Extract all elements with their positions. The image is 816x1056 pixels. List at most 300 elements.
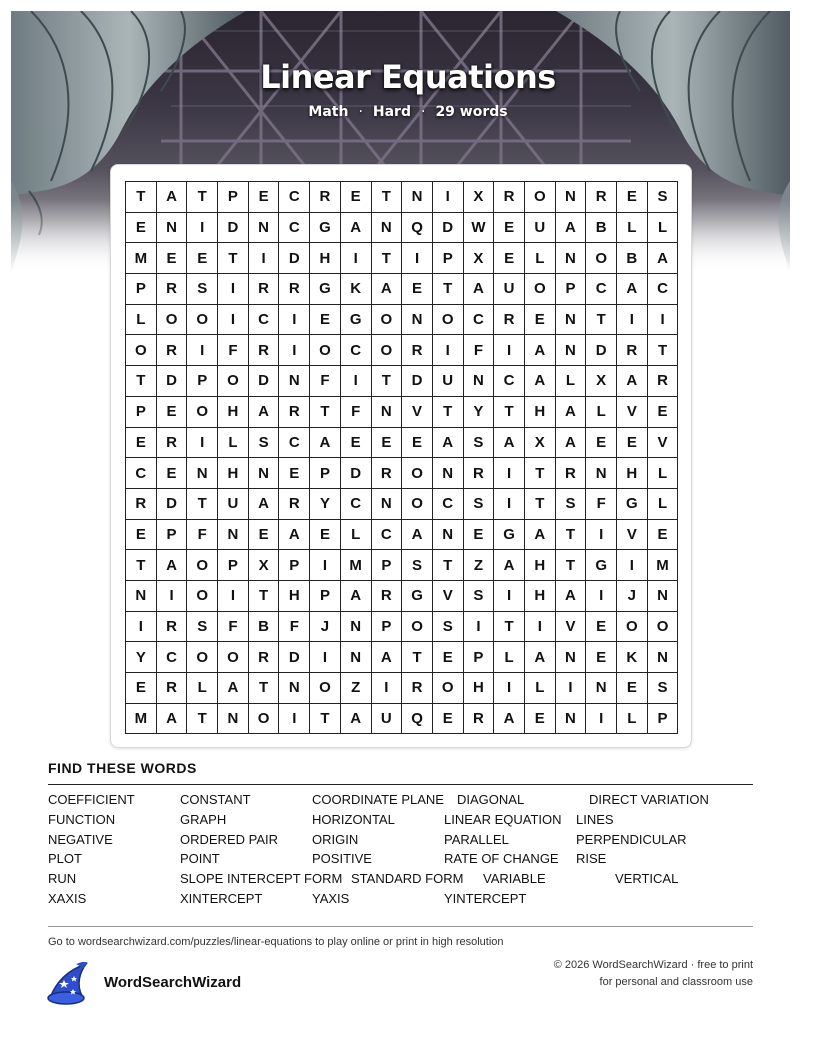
grid-cell[interactable]: E	[494, 213, 525, 244]
grid-cell[interactable]: N	[433, 458, 464, 489]
grid-cell[interactable]: R	[556, 458, 587, 489]
grid-cell[interactable]: G	[402, 581, 433, 612]
grid-cell[interactable]: I	[525, 612, 556, 643]
grid-cell[interactable]: N	[586, 673, 617, 704]
grid-cell[interactable]: Y	[126, 642, 157, 673]
grid-cell[interactable]: F	[341, 397, 372, 428]
grid-cell[interactable]: R	[157, 428, 188, 459]
grid-cell[interactable]: R	[249, 335, 280, 366]
grid-cell[interactable]: X	[586, 366, 617, 397]
grid-cell[interactable]: N	[648, 642, 679, 673]
grid-cell[interactable]: A	[556, 213, 587, 244]
grid-cell[interactable]: I	[218, 274, 249, 305]
grid-cell[interactable]: Q	[402, 704, 433, 735]
grid-cell[interactable]: N	[341, 612, 372, 643]
grid-cell[interactable]: R	[372, 458, 403, 489]
grid-cell[interactable]: T	[126, 550, 157, 581]
grid-cell[interactable]: I	[279, 305, 310, 336]
grid-cell[interactable]: R	[310, 182, 341, 213]
grid-cell[interactable]: U	[433, 366, 464, 397]
brand-logo[interactable]	[46, 962, 286, 1006]
grid-cell[interactable]: A	[372, 642, 403, 673]
grid-cell[interactable]: A	[218, 673, 249, 704]
grid-cell[interactable]: L	[586, 397, 617, 428]
grid-cell[interactable]: S	[249, 428, 280, 459]
grid-cell[interactable]: P	[648, 704, 679, 735]
grid-cell[interactable]: V	[617, 397, 648, 428]
grid-cell[interactable]: F	[218, 335, 249, 366]
grid-cell[interactable]: O	[402, 489, 433, 520]
grid-cell[interactable]: N	[556, 243, 587, 274]
grid-cell[interactable]: E	[310, 305, 341, 336]
grid-cell[interactable]: P	[372, 612, 403, 643]
grid-cell[interactable]: E	[126, 520, 157, 551]
grid-cell[interactable]: A	[341, 581, 372, 612]
grid-cell[interactable]: A	[341, 704, 372, 735]
grid-cell[interactable]: G	[617, 489, 648, 520]
grid-cell[interactable]: C	[126, 458, 157, 489]
grid-cell[interactable]: S	[464, 428, 495, 459]
grid-cell[interactable]: C	[279, 182, 310, 213]
grid-cell[interactable]: T	[249, 581, 280, 612]
grid-cell[interactable]: T	[126, 366, 157, 397]
grid-cell[interactable]: E	[617, 182, 648, 213]
grid-cell[interactable]: R	[494, 182, 525, 213]
grid-cell[interactable]: H	[310, 243, 341, 274]
grid-cell[interactable]: S	[556, 489, 587, 520]
grid-cell[interactable]: N	[372, 213, 403, 244]
grid-cell[interactable]: D	[218, 213, 249, 244]
grid-cell[interactable]: I	[279, 335, 310, 366]
grid-cell[interactable]: L	[218, 428, 249, 459]
grid-cell[interactable]: P	[218, 182, 249, 213]
grid-cell[interactable]: A	[402, 520, 433, 551]
grid-cell[interactable]: I	[310, 642, 341, 673]
grid-cell[interactable]: N	[402, 305, 433, 336]
grid-cell[interactable]: H	[525, 397, 556, 428]
grid-cell[interactable]: I	[279, 704, 310, 735]
grid-cell[interactable]: I	[494, 673, 525, 704]
grid-cell[interactable]: T	[187, 489, 218, 520]
grid-cell[interactable]: E	[157, 458, 188, 489]
grid-cell[interactable]: A	[464, 274, 495, 305]
grid-cell[interactable]: A	[617, 366, 648, 397]
grid-cell[interactable]: V	[556, 612, 587, 643]
grid-cell[interactable]: O	[402, 458, 433, 489]
grid-cell[interactable]: T	[433, 550, 464, 581]
grid-cell[interactable]: F	[464, 335, 495, 366]
grid-cell[interactable]: M	[341, 550, 372, 581]
grid-cell[interactable]: E	[617, 673, 648, 704]
grid-cell[interactable]: A	[556, 428, 587, 459]
grid-cell[interactable]: A	[525, 642, 556, 673]
grid-cell[interactable]: P	[187, 366, 218, 397]
grid-cell[interactable]: R	[402, 673, 433, 704]
grid-cell[interactable]: E	[586, 612, 617, 643]
grid-cell[interactable]: O	[310, 673, 341, 704]
grid-cell[interactable]: A	[249, 489, 280, 520]
grid-cell[interactable]: A	[525, 366, 556, 397]
grid-cell[interactable]: T	[249, 673, 280, 704]
grid-cell[interactable]: I	[341, 366, 372, 397]
grid-cell[interactable]: P	[372, 550, 403, 581]
grid-cell[interactable]: A	[157, 182, 188, 213]
grid-cell[interactable]: D	[279, 642, 310, 673]
grid-cell[interactable]: I	[310, 550, 341, 581]
grid-cell[interactable]: N	[126, 581, 157, 612]
grid-cell[interactable]: A	[494, 428, 525, 459]
grid-cell[interactable]: C	[279, 213, 310, 244]
grid-cell[interactable]: T	[433, 397, 464, 428]
grid-cell[interactable]: R	[279, 397, 310, 428]
grid-cell[interactable]: I	[433, 182, 464, 213]
grid-cell[interactable]: C	[433, 489, 464, 520]
grid-cell[interactable]: R	[157, 612, 188, 643]
grid-cell[interactable]: B	[249, 612, 280, 643]
grid-cell[interactable]: W	[464, 213, 495, 244]
grid-cell[interactable]: I	[494, 489, 525, 520]
grid-cell[interactable]: C	[494, 366, 525, 397]
grid-cell[interactable]: P	[126, 397, 157, 428]
grid-cell[interactable]: C	[464, 305, 495, 336]
grid-cell[interactable]: Q	[402, 213, 433, 244]
grid-cell[interactable]: G	[310, 274, 341, 305]
grid-cell[interactable]: E	[249, 520, 280, 551]
grid-cell[interactable]: L	[494, 642, 525, 673]
grid-cell[interactable]: G	[494, 520, 525, 551]
grid-cell[interactable]: D	[586, 335, 617, 366]
grid-cell[interactable]: V	[648, 428, 679, 459]
grid-cell[interactable]: I	[617, 550, 648, 581]
grid-cell[interactable]: P	[556, 274, 587, 305]
grid-cell[interactable]: O	[433, 673, 464, 704]
grid-cell[interactable]: O	[433, 305, 464, 336]
grid-cell[interactable]: E	[341, 182, 372, 213]
grid-cell[interactable]: R	[157, 274, 188, 305]
grid-cell[interactable]: T	[372, 243, 403, 274]
grid-cell[interactable]: P	[433, 243, 464, 274]
grid-cell[interactable]: N	[279, 673, 310, 704]
grid-cell[interactable]: T	[525, 458, 556, 489]
grid-cell[interactable]: I	[494, 581, 525, 612]
grid-cell[interactable]: O	[187, 550, 218, 581]
grid-cell[interactable]: P	[464, 642, 495, 673]
grid-cell[interactable]: K	[617, 642, 648, 673]
grid-cell[interactable]: N	[249, 213, 280, 244]
grid-cell[interactable]: P	[157, 520, 188, 551]
grid-cell[interactable]: I	[433, 335, 464, 366]
grid-cell[interactable]: N	[586, 458, 617, 489]
grid-cell[interactable]: N	[556, 642, 587, 673]
grid-cell[interactable]: E	[433, 642, 464, 673]
grid-cell[interactable]: H	[218, 458, 249, 489]
grid-cell[interactable]: A	[494, 550, 525, 581]
grid-cell[interactable]: L	[187, 673, 218, 704]
grid-cell[interactable]: R	[402, 335, 433, 366]
grid-cell[interactable]: I	[648, 305, 679, 336]
grid-cell[interactable]: D	[341, 458, 372, 489]
grid-cell[interactable]: L	[648, 458, 679, 489]
grid-cell[interactable]: A	[556, 397, 587, 428]
grid-cell[interactable]: E	[525, 305, 556, 336]
grid-cell[interactable]: C	[341, 489, 372, 520]
grid-cell[interactable]: I	[617, 305, 648, 336]
grid-cell[interactable]: R	[494, 305, 525, 336]
grid-cell[interactable]: E	[279, 458, 310, 489]
grid-cell[interactable]: I	[586, 581, 617, 612]
grid-cell[interactable]: L	[525, 243, 556, 274]
grid-cell[interactable]: A	[372, 274, 403, 305]
grid-cell[interactable]: O	[648, 612, 679, 643]
grid-cell[interactable]: T	[494, 612, 525, 643]
grid-cell[interactable]: L	[126, 305, 157, 336]
grid-cell[interactable]: Z	[464, 550, 495, 581]
grid-cell[interactable]: T	[310, 704, 341, 735]
grid-cell[interactable]: L	[648, 213, 679, 244]
grid-cell[interactable]: E	[402, 274, 433, 305]
grid-cell[interactable]: E	[157, 397, 188, 428]
grid-cell[interactable]: R	[617, 335, 648, 366]
grid-cell[interactable]: P	[279, 550, 310, 581]
grid-cell[interactable]: O	[372, 335, 403, 366]
grid-cell[interactable]: N	[464, 366, 495, 397]
grid-cell[interactable]: T	[372, 366, 403, 397]
grid-cell[interactable]: N	[433, 520, 464, 551]
grid-cell[interactable]: N	[556, 182, 587, 213]
grid-cell[interactable]: U	[525, 213, 556, 244]
grid-cell[interactable]: F	[310, 366, 341, 397]
grid-cell[interactable]: N	[218, 520, 249, 551]
grid-cell[interactable]: H	[464, 673, 495, 704]
grid-cell[interactable]: S	[648, 673, 679, 704]
grid-cell[interactable]: O	[249, 704, 280, 735]
grid-cell[interactable]: A	[525, 520, 556, 551]
grid-cell[interactable]: C	[586, 274, 617, 305]
grid-cell[interactable]: T	[187, 704, 218, 735]
grid-cell[interactable]: H	[525, 581, 556, 612]
grid-cell[interactable]: S	[648, 182, 679, 213]
grid-cell[interactable]: N	[187, 458, 218, 489]
grid-cell[interactable]: X	[525, 428, 556, 459]
grid-cell[interactable]: O	[525, 274, 556, 305]
grid-cell[interactable]: U	[372, 704, 403, 735]
grid-cell[interactable]: D	[402, 366, 433, 397]
grid-cell[interactable]: A	[433, 428, 464, 459]
grid-cell[interactable]: S	[464, 489, 495, 520]
grid-cell[interactable]: I	[494, 458, 525, 489]
grid-cell[interactable]: T	[648, 335, 679, 366]
grid-cell[interactable]: F	[218, 612, 249, 643]
grid-cell[interactable]: E	[494, 243, 525, 274]
grid-cell[interactable]: E	[433, 704, 464, 735]
grid-cell[interactable]: I	[586, 704, 617, 735]
grid-cell[interactable]: Y	[310, 489, 341, 520]
grid-cell[interactable]: I	[586, 520, 617, 551]
grid-cell[interactable]: N	[556, 704, 587, 735]
grid-cell[interactable]: A	[556, 581, 587, 612]
grid-cell[interactable]: A	[249, 397, 280, 428]
grid-cell[interactable]: J	[310, 612, 341, 643]
grid-cell[interactable]: E	[402, 428, 433, 459]
grid-cell[interactable]: L	[341, 520, 372, 551]
grid-cell[interactable]: D	[433, 213, 464, 244]
grid-cell[interactable]: O	[372, 305, 403, 336]
grid-cell[interactable]: E	[586, 642, 617, 673]
grid-cell[interactable]: A	[279, 520, 310, 551]
grid-cell[interactable]: D	[249, 366, 280, 397]
grid-cell[interactable]: L	[556, 366, 587, 397]
grid-cell[interactable]: G	[586, 550, 617, 581]
grid-cell[interactable]: S	[402, 550, 433, 581]
grid-cell[interactable]: C	[372, 520, 403, 551]
grid-cell[interactable]: R	[279, 489, 310, 520]
grid-cell[interactable]: A	[617, 274, 648, 305]
grid-cell[interactable]: O	[187, 581, 218, 612]
grid-cell[interactable]: T	[556, 550, 587, 581]
grid-cell[interactable]: C	[157, 642, 188, 673]
grid-cell[interactable]: T	[525, 489, 556, 520]
grid-cell[interactable]: I	[372, 673, 403, 704]
grid-cell[interactable]: E	[586, 428, 617, 459]
grid-cell[interactable]: R	[157, 335, 188, 366]
grid-cell[interactable]: Y	[464, 397, 495, 428]
grid-cell[interactable]: L	[617, 704, 648, 735]
grid-cell[interactable]: T	[372, 182, 403, 213]
grid-cell[interactable]: A	[525, 335, 556, 366]
grid-cell[interactable]: H	[279, 581, 310, 612]
grid-cell[interactable]: Z	[341, 673, 372, 704]
grid-cell[interactable]: N	[279, 366, 310, 397]
grid-cell[interactable]: N	[556, 305, 587, 336]
grid-cell[interactable]: N	[341, 642, 372, 673]
grid-cell[interactable]: A	[341, 213, 372, 244]
grid-cell[interactable]: R	[648, 366, 679, 397]
grid-cell[interactable]: D	[279, 243, 310, 274]
grid-cell[interactable]: R	[126, 489, 157, 520]
grid-cell[interactable]: O	[525, 182, 556, 213]
grid-cell[interactable]: E	[249, 182, 280, 213]
grid-cell[interactable]: T	[402, 642, 433, 673]
grid-cell[interactable]: U	[218, 489, 249, 520]
grid-cell[interactable]: O	[157, 305, 188, 336]
grid-cell[interactable]: S	[433, 612, 464, 643]
grid-cell[interactable]: R	[279, 274, 310, 305]
grid-cell[interactable]: I	[157, 581, 188, 612]
grid-cell[interactable]: I	[187, 428, 218, 459]
grid-cell[interactable]: R	[464, 458, 495, 489]
grid-cell[interactable]: O	[126, 335, 157, 366]
grid-cell[interactable]: D	[157, 489, 188, 520]
grid-cell[interactable]: I	[218, 581, 249, 612]
grid-cell[interactable]: O	[187, 305, 218, 336]
grid-cell[interactable]: E	[648, 397, 679, 428]
grid-cell[interactable]: I	[556, 673, 587, 704]
grid-cell[interactable]: N	[648, 581, 679, 612]
grid-cell[interactable]: T	[187, 182, 218, 213]
grid-cell[interactable]: E	[617, 428, 648, 459]
grid-cell[interactable]: O	[218, 366, 249, 397]
grid-cell[interactable]: P	[126, 274, 157, 305]
grid-cell[interactable]: B	[617, 243, 648, 274]
grid-cell[interactable]: A	[494, 704, 525, 735]
grid-cell[interactable]: R	[249, 274, 280, 305]
grid-cell[interactable]: O	[586, 243, 617, 274]
grid-cell[interactable]: V	[402, 397, 433, 428]
grid-cell[interactable]: G	[341, 305, 372, 336]
grid-cell[interactable]: O	[218, 642, 249, 673]
grid-cell[interactable]: I	[126, 612, 157, 643]
grid-cell[interactable]: L	[648, 489, 679, 520]
grid-cell[interactable]: A	[157, 550, 188, 581]
grid-cell[interactable]: E	[187, 243, 218, 274]
grid-cell[interactable]: M	[126, 243, 157, 274]
grid-cell[interactable]: R	[464, 704, 495, 735]
grid-cell[interactable]: M	[648, 550, 679, 581]
grid-cell[interactable]: M	[126, 704, 157, 735]
grid-cell[interactable]: N	[402, 182, 433, 213]
grid-cell[interactable]: T	[556, 520, 587, 551]
grid-cell[interactable]: O	[402, 612, 433, 643]
grid-cell[interactable]: E	[525, 704, 556, 735]
grid-cell[interactable]: I	[494, 335, 525, 366]
grid-cell[interactable]: H	[218, 397, 249, 428]
grid-cell[interactable]: E	[372, 428, 403, 459]
grid-cell[interactable]: O	[310, 335, 341, 366]
grid-cell[interactable]: S	[464, 581, 495, 612]
grid-cell[interactable]: N	[556, 335, 587, 366]
grid-cell[interactable]: X	[464, 243, 495, 274]
grid-cell[interactable]: I	[187, 213, 218, 244]
grid-cell[interactable]: I	[464, 612, 495, 643]
grid-cell[interactable]: I	[402, 243, 433, 274]
grid-cell[interactable]: R	[249, 642, 280, 673]
grid-cell[interactable]: F	[279, 612, 310, 643]
grid-cell[interactable]: X	[249, 550, 280, 581]
grid-cell[interactable]: N	[372, 397, 403, 428]
grid-cell[interactable]: R	[372, 581, 403, 612]
grid-cell[interactable]: D	[157, 366, 188, 397]
grid-cell[interactable]: A	[310, 428, 341, 459]
grid-cell[interactable]: E	[310, 520, 341, 551]
grid-cell[interactable]: C	[341, 335, 372, 366]
grid-cell[interactable]: I	[218, 305, 249, 336]
grid-cell[interactable]: V	[433, 581, 464, 612]
grid-cell[interactable]: E	[126, 428, 157, 459]
grid-cell[interactable]: V	[617, 520, 648, 551]
grid-cell[interactable]: T	[433, 274, 464, 305]
grid-cell[interactable]: C	[279, 428, 310, 459]
grid-cell[interactable]: P	[218, 550, 249, 581]
grid-cell[interactable]: S	[187, 274, 218, 305]
grid-cell[interactable]: C	[648, 274, 679, 305]
grid-cell[interactable]: L	[525, 673, 556, 704]
grid-cell[interactable]: N	[218, 704, 249, 735]
grid-cell[interactable]: T	[218, 243, 249, 274]
grid-cell[interactable]: E	[126, 673, 157, 704]
grid-cell[interactable]: G	[310, 213, 341, 244]
grid-cell[interactable]: I	[341, 243, 372, 274]
grid-cell[interactable]: N	[372, 489, 403, 520]
grid-cell[interactable]: I	[249, 243, 280, 274]
grid-cell[interactable]: P	[310, 458, 341, 489]
grid-cell[interactable]: O	[617, 612, 648, 643]
grid-cell[interactable]: O	[187, 642, 218, 673]
grid-cell[interactable]: T	[586, 305, 617, 336]
grid-cell[interactable]: J	[617, 581, 648, 612]
grid-cell[interactable]: A	[648, 243, 679, 274]
grid-cell[interactable]: I	[187, 335, 218, 366]
grid-cell[interactable]: N	[249, 458, 280, 489]
